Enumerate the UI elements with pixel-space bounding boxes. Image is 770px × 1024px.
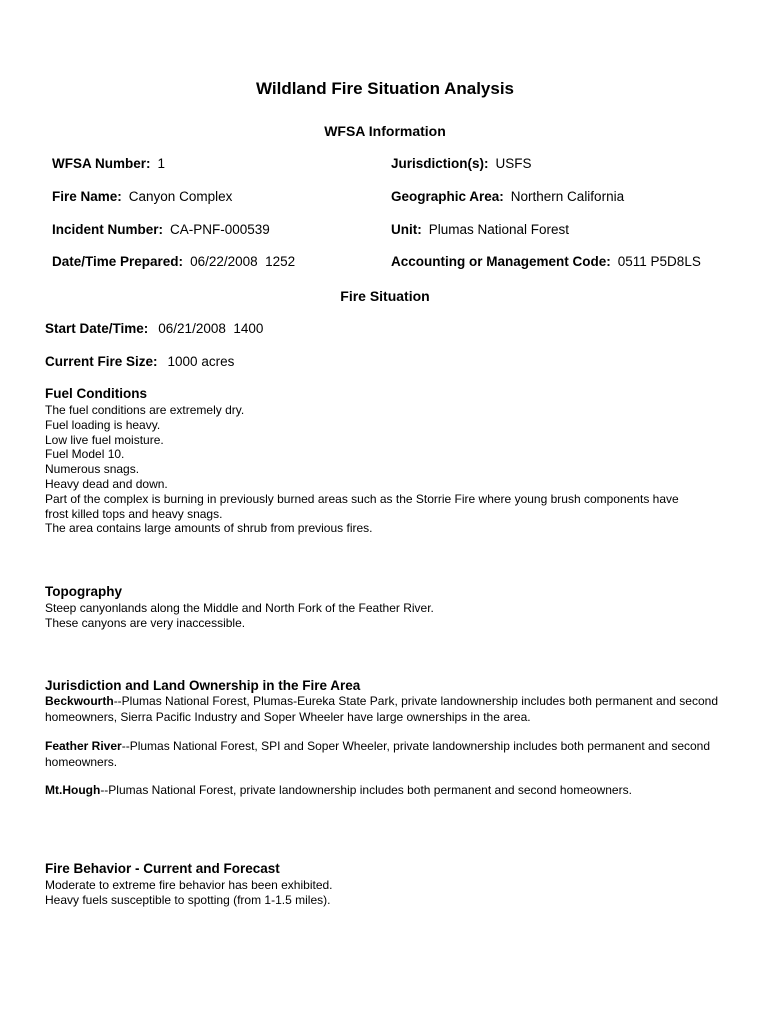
jurisdiction-label: Jurisdiction(s): xyxy=(391,156,489,171)
start-date-value: 06/21/2008 1400 xyxy=(158,321,264,336)
jurisdiction-entry-text: --Plumas National Forest, Plumas-Eureka State Park, private landownership includes both permanent and second homeowners, Sierra Pacific Industry and Soper Wheeler have large ownerships in the area. xyxy=(45,694,718,724)
unit-value: Plumas National Forest xyxy=(428,222,570,237)
fire-size-label: Current Fire Size: xyxy=(45,354,158,369)
text-line: frost killed tops and heavy snags. xyxy=(45,506,223,521)
fire-behavior-text xyxy=(45,878,725,908)
document-title: Wildland Fire Situation Analysis xyxy=(255,79,515,98)
fuel-conditions-heading: Fuel Conditions xyxy=(45,386,147,401)
accounting-code-value: 0511 P5D8LS xyxy=(617,254,701,269)
geographic-area-value: Northern California xyxy=(510,189,625,204)
jurisdiction-land-heading: Jurisdiction and Land Ownership in the Fire Area xyxy=(45,678,361,693)
incident-number-value: CA-PNF-000539 xyxy=(170,222,270,237)
text-line: Steep canyonlands along the Middle and North Fork of the Feather River. xyxy=(45,601,434,615)
start-date-field xyxy=(45,321,263,336)
fire-behavior-heading: Fire Behavior - Current and Forecast xyxy=(45,861,280,876)
text-line: These canyons are very inaccessible. xyxy=(45,615,246,630)
geographic-area-field xyxy=(391,189,624,204)
topography-heading: Topography xyxy=(45,584,122,599)
jurisdiction-entry-name: Feather River xyxy=(45,739,122,753)
fire-size-field xyxy=(45,354,234,369)
date-prepared-value: 06/22/2008 1252 xyxy=(190,254,296,269)
wfsa-number-label: WFSA Number: xyxy=(52,156,151,171)
jurisdiction-entry-name: Beckwourth xyxy=(45,694,114,708)
unit-label: Unit: xyxy=(391,222,422,237)
jurisdiction-value: USFS xyxy=(495,156,532,171)
incident-number-field xyxy=(52,222,270,237)
fire-name-label: Fire Name: xyxy=(52,189,122,204)
text-line: Fuel Model 10. xyxy=(45,447,125,462)
text-line: Low live fuel moisture. xyxy=(45,432,164,447)
fire-name-field xyxy=(52,189,232,204)
wfsa-information-heading: WFSA Information xyxy=(324,123,446,139)
geographic-area-label: Geographic Area: xyxy=(391,189,504,204)
date-prepared-field xyxy=(52,254,295,269)
wfsa-number-value: 1 xyxy=(157,156,166,171)
text-line: The fuel conditions are extremely dry. xyxy=(45,403,245,417)
incident-number-label: Incident Number: xyxy=(52,222,164,237)
jurisdiction-entry-name: Mt.Hough xyxy=(45,783,101,797)
fire-situation-heading: Fire Situation xyxy=(340,288,430,304)
text-line: Moderate to extreme fire behavior has been exhibited. xyxy=(45,878,333,892)
wfsa-number-field xyxy=(52,156,165,171)
fire-size-value: 1000 acres xyxy=(167,354,235,369)
text-line: Heavy fuels susceptible to spotting (from 1-1.5 miles). xyxy=(45,892,331,907)
fire-name-value: Canyon Complex xyxy=(128,189,233,204)
jurisdiction-entry-text: --Plumas National Forest, private landownership includes both permanent and second homeowners. xyxy=(100,783,632,797)
text-line: The area contains large amounts of shrub from previous fires. xyxy=(45,521,373,536)
text-line: Part of the complex is burning in previously burned areas such as the Storrie Fire where young brush components have xyxy=(45,491,679,506)
accounting-code-field xyxy=(391,254,701,269)
jurisdiction-entry-mt-hough xyxy=(45,783,720,799)
text-line: Numerous snags. xyxy=(45,462,140,477)
unit-field xyxy=(391,222,569,237)
date-prepared-label: Date/Time Prepared: xyxy=(52,254,184,269)
accounting-code-label: Accounting or Management Code: xyxy=(391,254,611,269)
jurisdiction-entry-text: --Plumas National Forest, SPI and Soper Wheeler, private landownership includes both permanent and second homeowners. xyxy=(45,739,711,769)
text-line: Heavy dead and down. xyxy=(45,476,168,491)
jurisdiction-entry-beckwourth xyxy=(45,694,720,725)
topography-text xyxy=(45,601,725,631)
jurisdiction-entry-feather-river xyxy=(45,739,720,770)
start-date-label: Start Date/Time: xyxy=(45,321,149,336)
fuel-conditions-text xyxy=(45,403,725,536)
text-line: Fuel loading is heavy. xyxy=(45,417,161,432)
jurisdiction-field xyxy=(391,156,532,171)
